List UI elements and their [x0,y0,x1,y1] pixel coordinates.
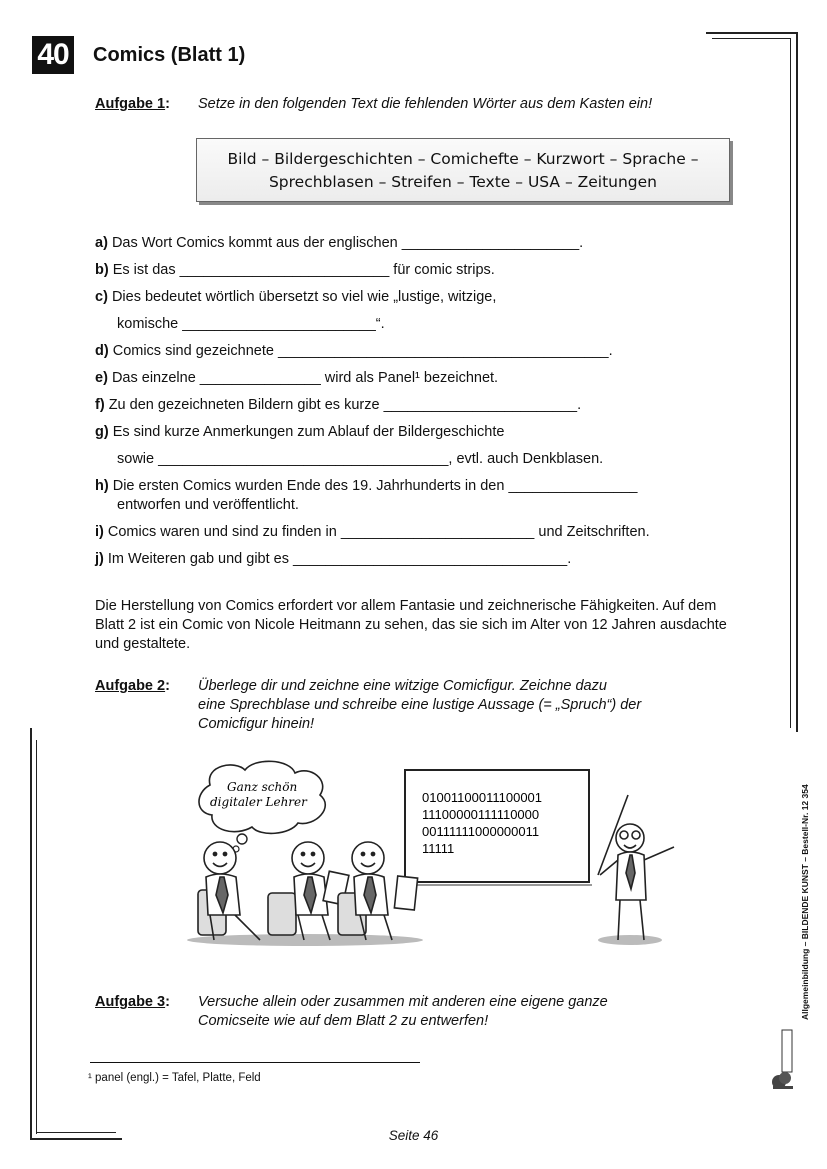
task2-line-3: Comicfigur hinein! [198,716,315,732]
task3-label: Aufgabe 3 [95,994,166,1010]
task2-label: Aufgabe 2 [95,678,166,694]
task2-line-2: eine Sprechblase und schreibe eine lustige Aussage (= „Spruch“) der [198,697,642,713]
frame-top-right-line-inner [712,38,790,39]
item-g-continued: sowie ____________________________________, evtl. auch Denkblasen. [117,451,604,467]
bubble-dot-1 [237,834,247,844]
item-a: a) Das Wort Comics kommt aus der englischen ______________________. [95,235,584,251]
task3-colon: : [165,994,170,1010]
student-1 [198,842,260,940]
item-h-continued: entworfen und veröffentlicht. [117,497,299,513]
item-g: g) Es sind kurze Anmerkungen zum Ablauf der Bildergeschichte [95,424,505,440]
item-f: f) Zu den gezeichneten Bildern gibt es kurze ________________________. [95,397,582,413]
footnote: ¹ panel (engl.) = Tafel, Platte, Feld [88,1072,261,1084]
item-c: c) Dies bedeutet wörtlich übersetzt so viel wie „lustige, witzige, [95,289,497,305]
task2-instruction [198,677,641,734]
item-d: d) Comics sind gezeichnete _________________________________________. [95,343,613,359]
board-line-3: 00111111000000011 [422,824,540,839]
task3-line-1: Versuche allein oder zusammen mit anderen eine eigene ganze [198,994,608,1010]
task3-heading [95,993,170,1011]
word-box-line-1: Bild – Bildergeschichten – Comichefte – Kurzwort – Sprache – [227,150,699,168]
frame-right-line [796,32,798,732]
task1-heading [95,95,170,113]
frame-left-line-inner [36,740,37,1134]
frame-right-line-inner [790,38,791,728]
task3-line-2: Comicseite wie auf dem Blatt 2 zu entwerfen! [198,1013,489,1029]
publisher-logo [770,1028,796,1092]
board-line-1: 01001100011100001 [422,790,543,805]
page-title: Comics (Blatt 1) [93,44,246,66]
side-publisher-text: Allgemeinbildung – BILDENDE KUNST – Bestell-Nr. 12 354 [800,784,810,1020]
task1-label: Aufgabe 1 [95,96,166,112]
frame-top-right-line [706,32,796,34]
board-line-2: 11100000111110000 [422,807,540,822]
task1-colon: : [165,96,170,112]
item-b: b) Es ist das __________________________ für comic strips. [95,262,495,278]
comic-illustration [180,755,680,955]
item-e: e) Das einzelne _______________ wird als Panel¹ bezeichnet. [95,370,499,386]
ground-shadow-students [187,934,423,946]
page-number: Seite 46 [388,1128,439,1143]
item-i: i) Comics waren und sind zu finden in ________________________ und Zeitschriften. [95,524,650,540]
ground-shadow-teacher [598,935,662,945]
word-box-line-2: Sprechblasen – Streifen – Texte – USA – Zeitungen [268,173,658,191]
intro-paragraph: Die Herstellung von Comics erfordert vor allem Fantasie und zeichnerische Fähigkeiten. Auf dem Blatt 2 ist ein Comic von Nicole Heitmann zu sehen, das sie sich im Alter von 12 Jahren ausdachte und gestaltete. [95,598,727,652]
task1-instruction: Setze in den folgenden Text die fehlenden Wörter aus dem Kasten ein! [198,96,653,112]
word-box [196,138,730,202]
board-line-4: 11111 [422,841,455,856]
frame-left-line [30,728,32,1140]
task2-colon: : [165,678,170,694]
item-j: j) Im Weiteren gab und gibt es __________________________________. [95,551,572,567]
chapter-number: 40 [32,36,74,74]
teacher [598,795,674,940]
bubble-text-1: Ganz schön [227,780,298,794]
item-h: h) Die ersten Comics wurden Ende des 19. Jahrhunderts in den ________________ [95,478,638,494]
task2-line-1: Überlege dir und zeichne eine witzige Comicfigur. Zeichne dazu [198,678,607,694]
bubble-text-2: digitaler Lehrer [210,795,307,809]
student-2 [268,842,349,940]
publisher-logo-graphic [770,1028,796,1092]
task3-instruction [198,993,608,1031]
item-c-continued: komische ________________________“. [117,316,385,332]
footnote-rule [90,1062,420,1063]
task2-heading [95,677,170,695]
